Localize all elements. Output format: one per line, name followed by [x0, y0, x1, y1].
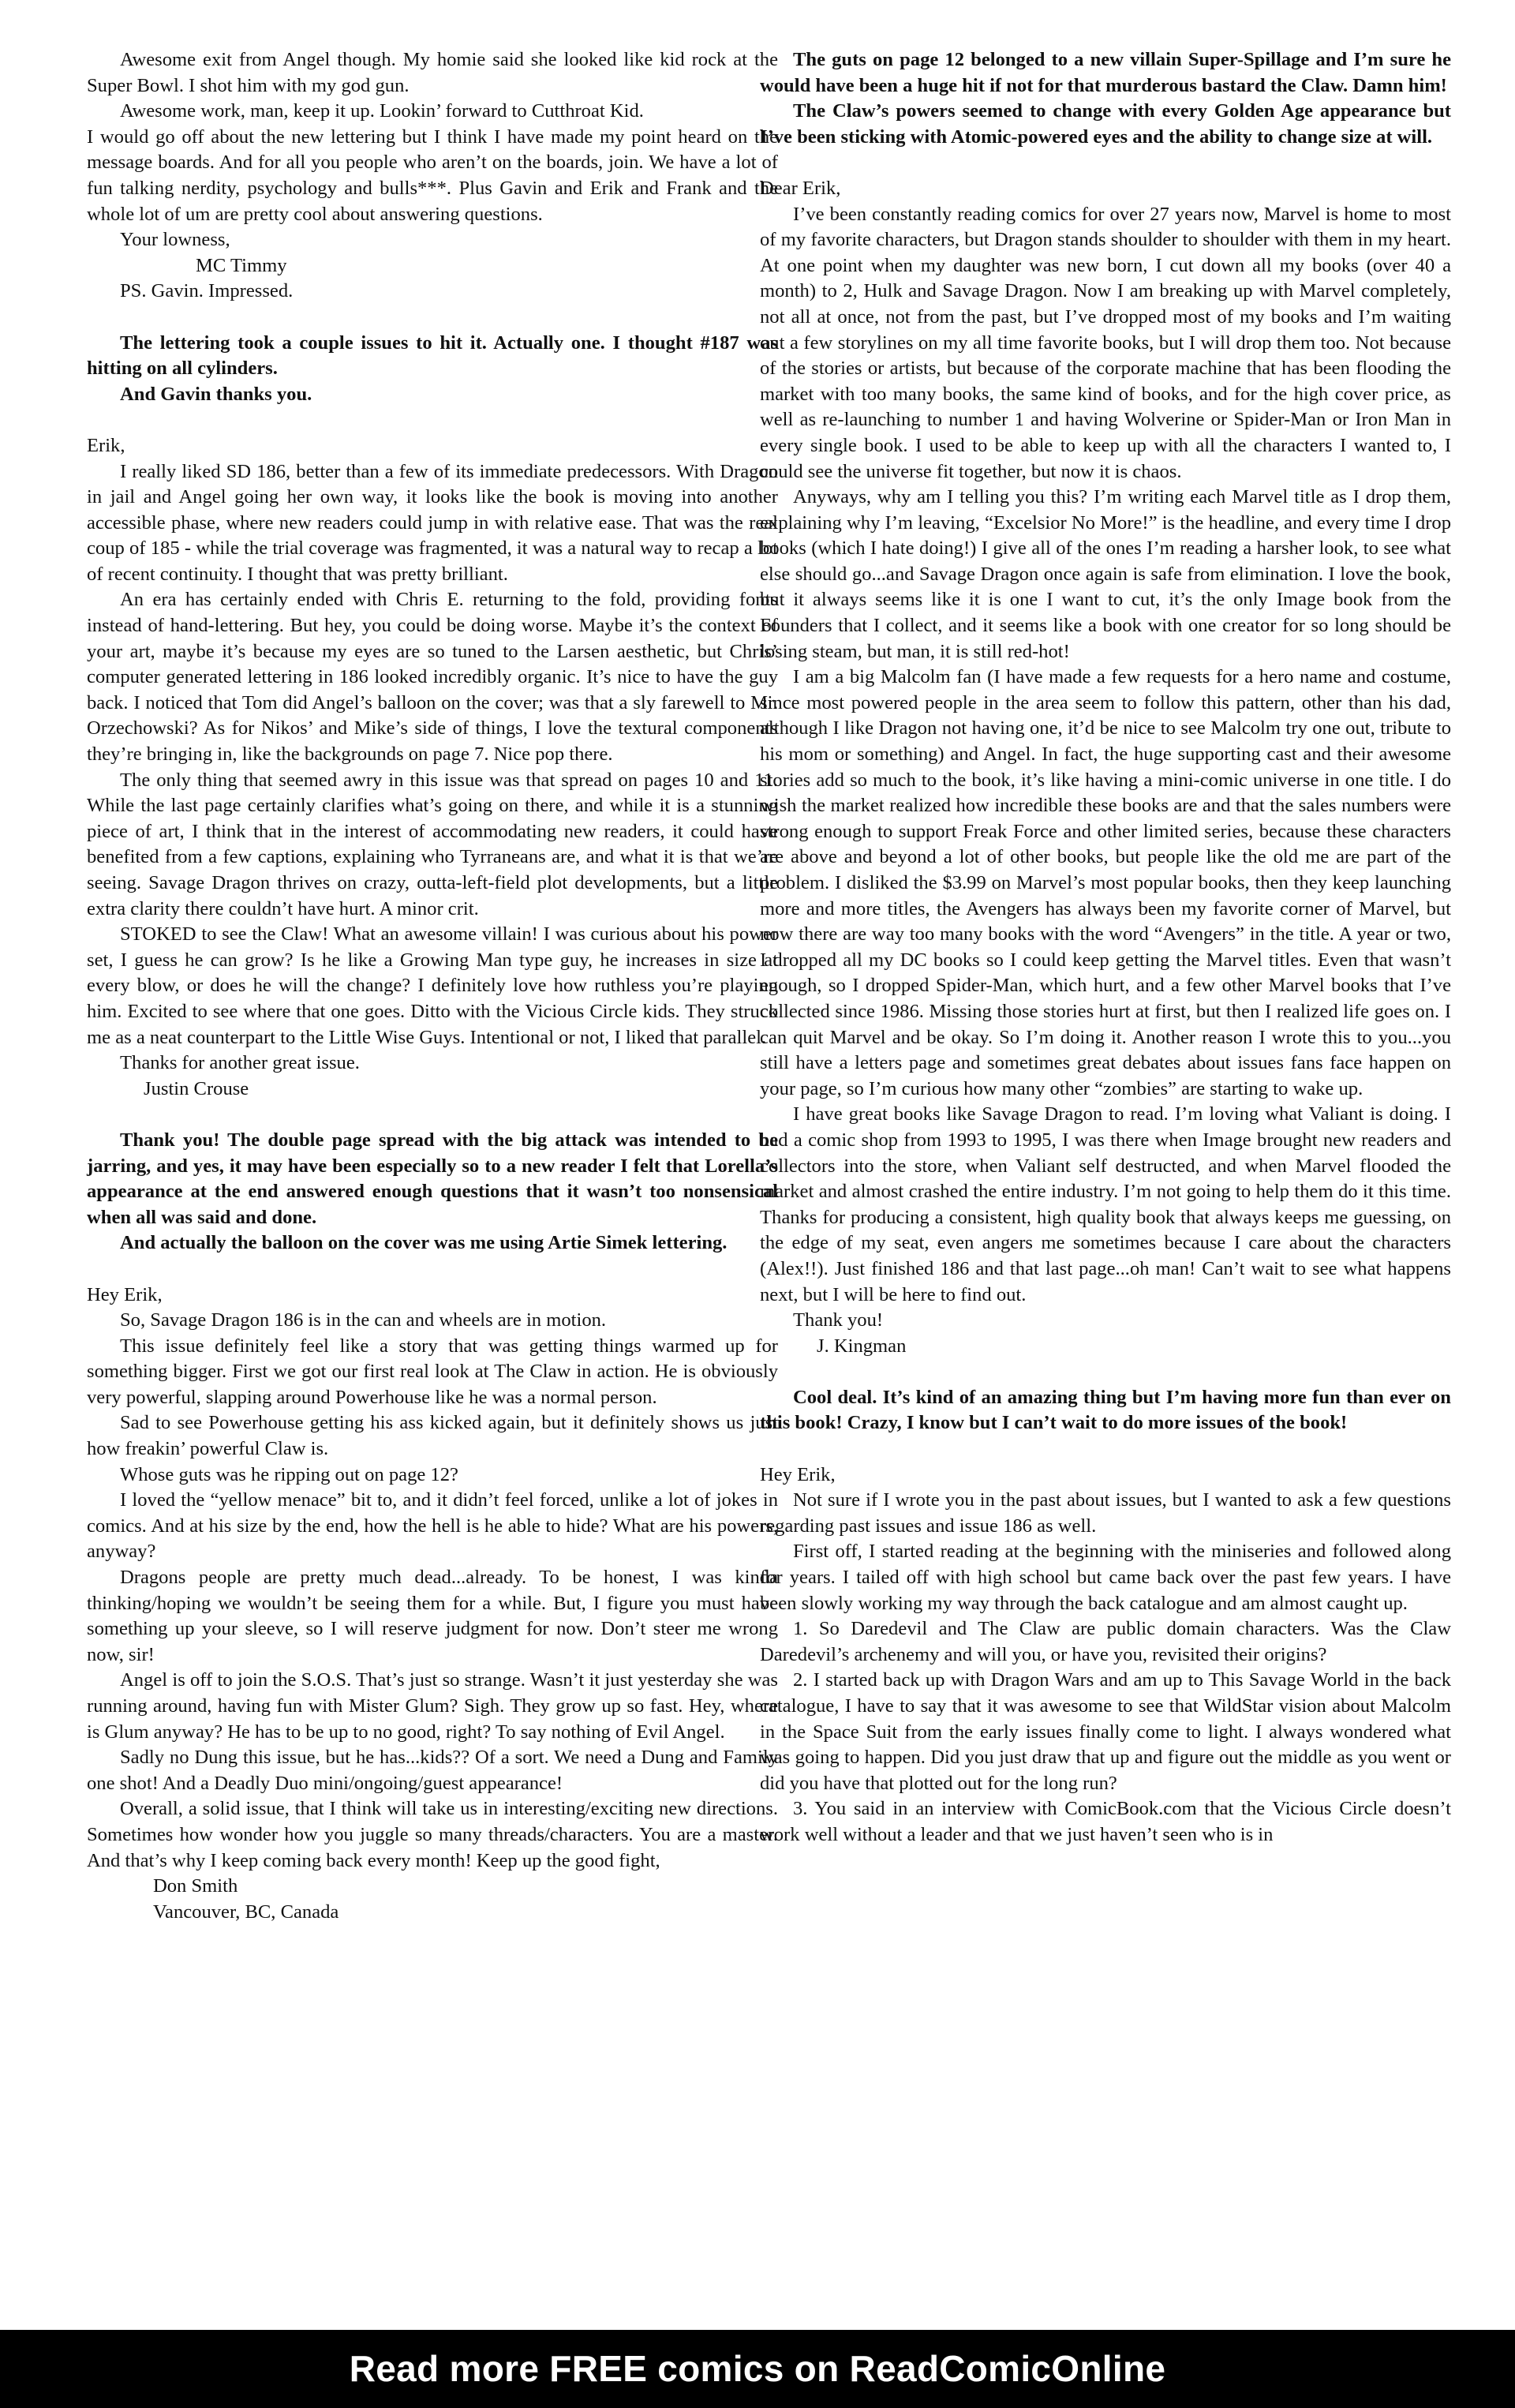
letter-signature: J. Kingman — [817, 1335, 907, 1357]
editor-reply: The guts on page 12 belonged to a new villain Super-Spillage and I’m sure he would have been a huge hit if not for that murderous bastard the Claw. Damn him! — [760, 49, 1451, 96]
letter-paragraph: Whose guts was he ripping out on page 12? — [120, 1463, 458, 1485]
letter-paragraph: Angel is off to join the S.O.S. That’s just so strange. Wasn’t it just yesterday she was running around, having fun with Mister Glum? Sigh. They grow up so fast. Hey, where is Glum anyway? He has to be up to no good, right? To say nothing of Evil Angel. — [87, 1669, 778, 1743]
letter-paragraph: 1. So Daredevil and The Claw are public domain characters. Was the Claw Daredevil’s archenemy and will you, or have you, revisited their origins? — [760, 1618, 1451, 1665]
letter-greeting: Dear Erik, — [760, 177, 841, 199]
editor-reply: Thank you! The double page spread with the big attack was intended to be jarring, and yes, it may have been especially so to a new reader I felt that Lorella’s appearance at the end answered enough questions that it wasn’t too nonsensical when all was said and done. — [87, 1129, 778, 1228]
letter-greeting: Erik, — [87, 434, 125, 456]
letter-paragraph: Sadly no Dung this issue, but he has...kids?? Of a sort. We need a Dung and Family one shot! And a Deadly Duo mini/ongoing/guest appearance! — [87, 1747, 778, 1794]
editor-reply: Cool deal. It’s kind of an amazing thing but I’m having more fun than ever on this book! Crazy, I know but I can’t wait to do more issues of the book! — [760, 1386, 1451, 1434]
letter-paragraph: 3. You said in an interview with ComicBook.com that the Vicious Circle doesn’t work well without a leader and that we just haven’t seen who is in — [760, 1798, 1451, 1845]
letter-greeting: Hey Erik, — [87, 1283, 163, 1305]
letter-paragraph: I really liked SD 186, better than a few of its immediate predecessors. With Dragon in jail and Angel going her own way, it looks like the book is moving into another accessible phase, where new readers could jump in with relative ease. That was the real coup of 185 - while the trial coverage was fragmented, it was a natural way to recap a lot of recent continuity. I thought that was pretty brilliant. — [87, 460, 778, 585]
letter-closing: Your lowness, — [120, 229, 230, 251]
letter-paragraph: Awesome exit from Angel though. My homie said she looked like kid rock at the Super Bowl. I shot him with my god gun. — [87, 49, 778, 96]
letter-signature: Don Smith — [153, 1875, 238, 1897]
letter-paragraph: Awesome work, man, keep it up. Lookin’ forward to Cutthroat Kid. — [120, 100, 644, 122]
letter-paragraph: Sad to see Powerhouse getting his ass kicked again, but it definitely shows us just how freakin’ powerful Claw is. — [87, 1412, 778, 1460]
letter-paragraph: Anyways, why am I telling you this? I’m writing each Marvel title as I drop them, explaining why I’m leaving, “Excelsior No More!” is the headline, and every time I drop books (which I hate doing!) I give all of the ones I’m reading a harsher look, to see what else should go...and Savage Dragon once again is safe from elimination. I love the book, but it always seems like it is one I want to cut, it’s the only Image book from the Founders that I collect, and it seems like a book with one creator for so long should be losing steam, but man, it is still red-hot! — [760, 486, 1451, 662]
letter-paragraph: Dragons people are pretty much dead...already. To be honest, I was kinda thinking/hoping we wouldn’t be seeing them for a while. But, I figure you must have something up your sleeve, so I will reserve judgment for now. Don’t steer me wrong now, sir! — [87, 1567, 778, 1665]
letter-postscript: PS. Gavin. Impressed. — [120, 280, 294, 302]
letters-column-right — [760, 47, 1451, 1848]
letter-closing: Thanks for another great issue. — [120, 1052, 360, 1074]
letter-greeting: Hey Erik, — [760, 1463, 836, 1485]
letter-signature: Justin Crouse — [144, 1077, 249, 1099]
letters-column-left — [87, 47, 778, 1925]
letter-paragraph: I am a big Malcolm fan (I have made a few requests for a hero name and costume, since most powered people in the area seem to follow this pattern, other than his dad, although I like Dragon not having one, it’d be nice to see Malcolm try one out, tribute to his mom or something) and Angel. In fact, the huge supporting cast and their awesome stories add so much to the book, it’s like having a mini-comic universe in one title. I do wish the market realized how incredible these books are and that the sales numbers were strong enough to support Freak Force and other limited series, because these characters are above and beyond a lot of other books, but people like the old me are part of the problem. I disliked the $3.99 on Marvel’s most popular books, then they keep launching more and more titles, the Avengers has always been my favorite corner of Marvel, but now there are way too many books with the word “Avengers” in the title. A year or two, I dropped all my DC books so I could keep getting the Marvel titles. Even that wasn’t enough, so I dropped Spider-Man, which hurt, and a few other Marvel books that I’ve collected since 1986. Missing those stories hurt at first, but then I realized life goes on. I can quit Marvel and be okay. So I’m doing it. Another reason I wrote this to you...you still have a letters page and sometimes great debates about issues fans face happen on your page, so I’m curious how many other “zombies” are starting to wake up. — [760, 666, 1451, 1099]
footer-banner-text[interactable]: Read more FREE comics on ReadComicOnline — [349, 2348, 1166, 2389]
letter-location: Vancouver, BC, Canada — [153, 1901, 339, 1923]
letter-paragraph: So, Savage Dragon 186 is in the can and wheels are in motion. — [120, 1309, 607, 1331]
letter-paragraph: Overall, a solid issue, that I think will take us in interesting/exciting new directions. Sometimes how wonder how you juggle so many threads/characters. You are a master. And that’s why I keep coming back every month! Keep up the good fight, — [87, 1798, 778, 1871]
letter-closing: Thank you! — [793, 1309, 884, 1331]
footer-banner[interactable] — [0, 2330, 1515, 2408]
letter-paragraph: I have great books like Savage Dragon to read. I’m loving what Valiant is doing. I had a comic shop from 1993 to 1995, I was there when Image brought new readers and collectors into the store, when Valiant self destructed, and when Marvel flooded the market and almost crashed the entire industry. I’m not going to help them do it this time. Thanks for producing a consistent, high quality book that always keeps me guessing, on the edge of my seat, even angers me sometimes because I care about the characters (Alex!!). Just finished 186 and that last page...oh man! Can’t wait to see what happens next, but I will be here to find out. — [760, 1103, 1451, 1305]
editor-reply: The Claw’s powers seemed to change with every Golden Age appearance but I’ve been sticking with Atomic-powered eyes and the ability to change size at will. — [760, 100, 1451, 148]
letter-paragraph: I’ve been constantly reading comics for over 27 years now, Marvel is home to most of my favorite characters, but Dragon stands shoulder to shoulder with them in my heart. At one point when my daughter was new born, I cut down all my books (over 40 a month) to 2, Hulk and Savage Dragon. Now I am breaking up with Marvel completely, not all at once, not from the past, but I’ve dropped most of my books and I’m waiting out a few storylines on my all time favorite books, but I will drop them too. Not because of the stories or artists, but because of the corporate machine that has been flooding the market with too many books, the same kind of books, and for the high cover price, as well as re-launching to number 1 and having Wolverine or Spider-Man or Iron Man in every single book. I used to be able to keep up with all the characters I wanted to, I could see the universe fit together, but now it is chaos. — [760, 203, 1451, 482]
letter-paragraph: An era has certainly ended with Chris E. returning to the fold, providing fonts instead of hand-lettering. But hey, you could be doing worse. Maybe it’s the context of your art, maybe it’s because my eyes are so tuned to the Larsen aesthetic, but Chris’ computer generated lettering in 186 looked incredibly organic. It’s nice to have the guy back. I noticed that Tom did Angel’s balloon on the cover; was that a sly farewell to Mr. Orzechowski? As for Nikos’ and Mike’s side of things, I love the textural components they’re bringing in, like the backgrounds on page 7. Nice pop there. — [87, 589, 778, 766]
editor-reply: The lettering took a couple issues to hit it. Actually one. I thought #187 was hitting on all cylinders. — [87, 331, 778, 380]
letter-paragraph: This issue definitely feel like a story that was getting things warmed up for something bigger. First we got our first real look at The Claw in action. He is obviously very powerful, slapping around Powerhouse like he was a normal person. — [87, 1335, 778, 1408]
letter-paragraph: 2. I started back up with Dragon Wars and am up to This Savage World in the back catalogue, I have to say that it was awesome to see that WildStar vision about Malcolm in the Space Suit from the early issues finally come to light. I always wondered what was going to happen. Did you just draw that up and figure out the middle as you went or did you have that plotted out for the long run? — [760, 1669, 1451, 1794]
editor-reply: And Gavin thanks you. — [120, 383, 312, 405]
letter-signature: MC Timmy — [196, 254, 287, 276]
letter-paragraph: The only thing that seemed awry in this issue was that spread on pages 10 and 11. While the last page certainly clarifies what’s going on there, and while it is a stunning piece of art, I think that in the interest of accommodating new readers, it could have benefited from a few captions, explaining who Tyrraneans are, and what it is that we’re seeing. Savage Dragon thrives on crazy, outta-left-field plot developments, but a little extra clarity there couldn’t have hurt. A minor crit. — [87, 769, 778, 919]
editor-reply: And actually the balloon on the cover was me using Artie Simek lettering. — [120, 1232, 728, 1254]
letter-paragraph: STOKED to see the Claw! What an awesome villain! I was curious about his power set, I guess he can grow? Is he like a Growing Man type guy, he increases in size at every blow, or does he will the change? I definitely love how ruthless you’re playing him. Excited to see where that one goes. Ditto with the Vicious Circle kids. They struck me as a neat counterpart to the Little Wise Guys. Intentional or not, I liked that parallel. — [87, 923, 778, 1048]
letter-paragraph: I loved the “yellow menace” bit to, and it didn’t feel forced, unlike a lot of jokes in comics. And at his size by the end, how the hell is he able to hide? What are his powers, anyway? — [87, 1489, 778, 1563]
letter-paragraph: First off, I started reading at the beginning with the miniseries and followed along for years. I tailed off with high school but came back over the past few years. I have been slowly working my way through the back catalogue and am almost caught up. — [760, 1541, 1451, 1614]
letter-paragraph: Not sure if I wrote you in the past about issues, but I wanted to ask a few questions regarding past issues and issue 186 as well. — [760, 1489, 1451, 1537]
letter-paragraph: I would go off about the new lettering but I think I have made my point heard on the message boards. And for all you people who aren’t on the boards, join. We have a lot of fun talking nerdity, psychology and bulls***. Plus Gavin and Erik and Frank and the whole lot of um are pretty cool about answering questions. — [87, 125, 778, 225]
